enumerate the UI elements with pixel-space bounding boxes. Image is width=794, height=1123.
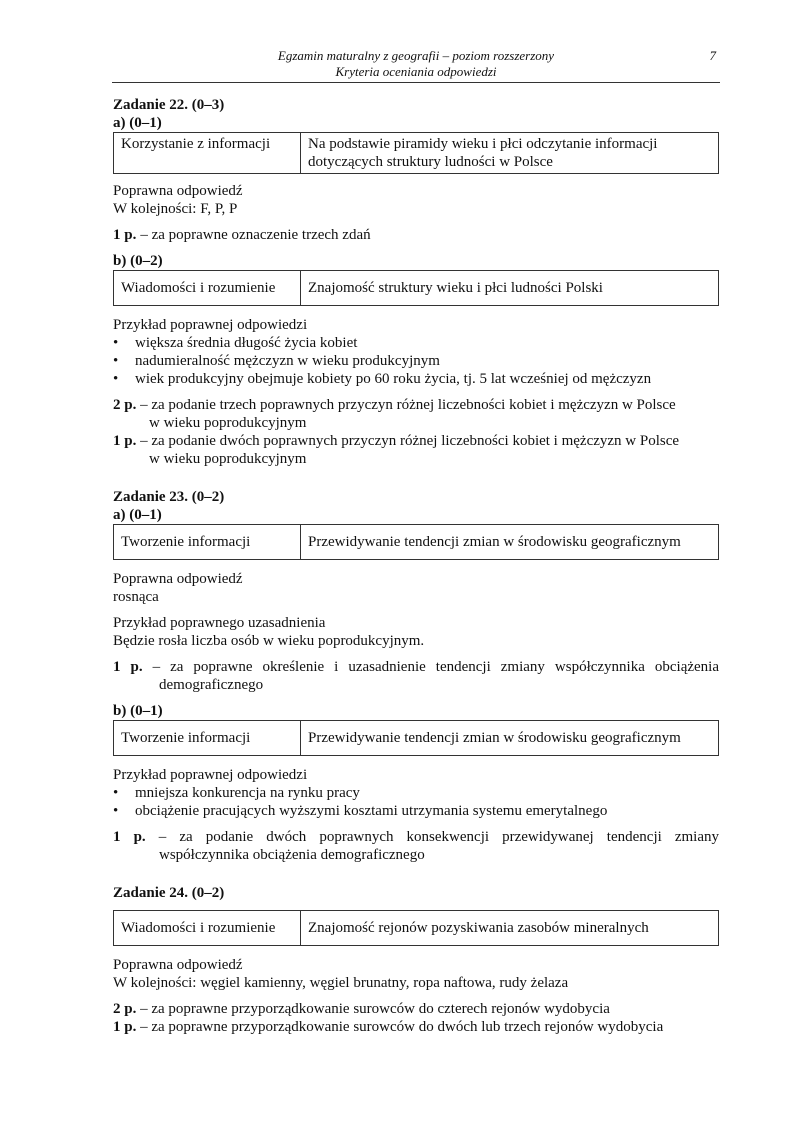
criteria-description: Przewidywanie tendencji zmian w środowisku geograficznym — [301, 721, 719, 756]
task-22b-label: b) (0–2) — [113, 253, 163, 269]
list-item: • obciążenie pracujących wyższymi kosztami utrzymania systemu emerytalnego — [113, 802, 719, 820]
list-item: • mniejsza konkurencja na rynku pracy — [113, 784, 719, 802]
answer-heading: Poprawna odpowiedź — [113, 957, 243, 973]
page-content — [113, 96, 719, 1036]
score-points: 1 p. — [113, 433, 137, 449]
example-heading: Przykład poprawnej odpowiedzi — [113, 317, 308, 333]
example-list — [113, 784, 719, 820]
example-heading: Przykład poprawnej odpowiedzi — [113, 767, 308, 783]
score-points: 2 p. — [113, 1001, 137, 1017]
score-points: 1 p. — [113, 1019, 137, 1035]
score-text-cont: demograficznego — [159, 677, 264, 693]
justification-text: Będzie rosła liczba osób w wieku poprodukcyjnym. — [113, 633, 425, 649]
header-subtitle: Kryteria oceniania odpowiedzi — [335, 64, 497, 79]
score-text: – za podanie dwóch poprawnych konsekwencji przewidywanej tendencji zmiany — [158, 829, 719, 845]
justification-heading: Przykład poprawnego uzasadnienia — [113, 615, 326, 631]
score-text-cont: w wieku poprodukcyjnym — [149, 415, 307, 431]
task-24-title: Zadanie 24. (0–2) — [113, 885, 225, 901]
criteria-description: Znajomość rejonów pozyskiwania zasobów mineralnych — [301, 911, 719, 946]
task-24-criteria-table — [113, 910, 719, 946]
score-line — [113, 828, 719, 864]
example-list — [113, 334, 719, 388]
score-points: 1 p. — [113, 227, 137, 243]
task-23b-label: b) (0–1) — [113, 703, 163, 719]
score-text-cont: w wieku poprodukcyjnym — [149, 451, 307, 467]
header-exam-title: Egzamin maturalny z geografii – poziom rozszerzony — [277, 48, 555, 63]
score-text: – za poprawne określenie i uzasadnienie tendencji zmiany współczynnika obciążenia — [152, 659, 719, 675]
task-22a-criteria-table — [113, 132, 719, 174]
criteria-category: Tworzenie informacji — [114, 525, 301, 560]
score-line — [113, 432, 719, 468]
criteria-description: Przewidywanie tendencji zmian w środowisku geograficznym — [301, 525, 719, 560]
criteria-category: Tworzenie informacji — [114, 721, 301, 756]
task-22b-criteria-table — [113, 270, 719, 306]
task-23a-criteria-table — [113, 524, 719, 560]
task-22a-label: a) (0–1) — [113, 115, 162, 131]
answer-heading: Poprawna odpowiedź — [113, 183, 243, 199]
task-23b-criteria-table — [113, 720, 719, 756]
score-line — [113, 1018, 719, 1036]
criteria-description: Znajomość struktury wieku i płci ludności Polski — [301, 271, 719, 306]
score-line — [113, 396, 719, 432]
answer-text: W kolejności: F, P, P — [113, 201, 238, 217]
criteria-category: Korzystanie z informacji — [114, 133, 301, 174]
score-text: – za poprawne przyporządkowanie surowców do dwóch lub trzech rejonów wydobycia — [140, 1019, 664, 1035]
score-text: – za poprawne przyporządkowanie surowców do czterech rejonów wydobycia — [140, 1001, 610, 1017]
page-number: 7 — [709, 48, 716, 63]
criteria-category: Wiadomości i rozumienie — [114, 271, 301, 306]
answer-text: W kolejności: węgiel kamienny, węgiel brunatny, ropa naftowa, rudy żelaza — [113, 975, 569, 991]
score-line — [113, 1000, 719, 1018]
score-points: 2 p. — [113, 397, 137, 413]
list-item: • nadumieralność mężczyzn w wieku produkcyjnym — [113, 352, 719, 370]
score-points: 1 p. — [113, 829, 146, 845]
score-text: – za poprawne oznaczenie trzech zdań — [140, 227, 371, 243]
task-22-title: Zadanie 22. (0–3) — [113, 97, 225, 113]
score-text-cont: współczynnika obciążenia demograficznego — [159, 847, 425, 863]
answer-text: rosnąca — [113, 589, 159, 605]
criteria-description: Na podstawie piramidy wieku i płci odczytanie informacji dotyczących struktury ludności w Polsce — [301, 133, 719, 174]
criteria-category: Wiadomości i rozumienie — [114, 911, 301, 946]
page-header — [112, 48, 720, 83]
answer-heading: Poprawna odpowiedź — [113, 571, 243, 587]
task-23-title: Zadanie 23. (0–2) — [113, 489, 225, 505]
score-line — [113, 226, 719, 244]
score-text: – za podanie trzech poprawnych przyczyn różnej liczebności kobiet i mężczyzn w Polsce — [140, 397, 676, 413]
list-item: • większa średnia długość życia kobiet — [113, 334, 719, 352]
score-points: 1 p. — [113, 659, 143, 675]
list-item: • wiek produkcyjny obejmuje kobiety po 60 roku życia, tj. 5 lat wcześniej od mężczyzn — [113, 370, 719, 388]
score-line — [113, 658, 719, 694]
task-23a-label: a) (0–1) — [113, 507, 162, 523]
score-text: – za podanie dwóch poprawnych przyczyn różnej liczebności kobiet i mężczyzn w Polsce — [140, 433, 680, 449]
